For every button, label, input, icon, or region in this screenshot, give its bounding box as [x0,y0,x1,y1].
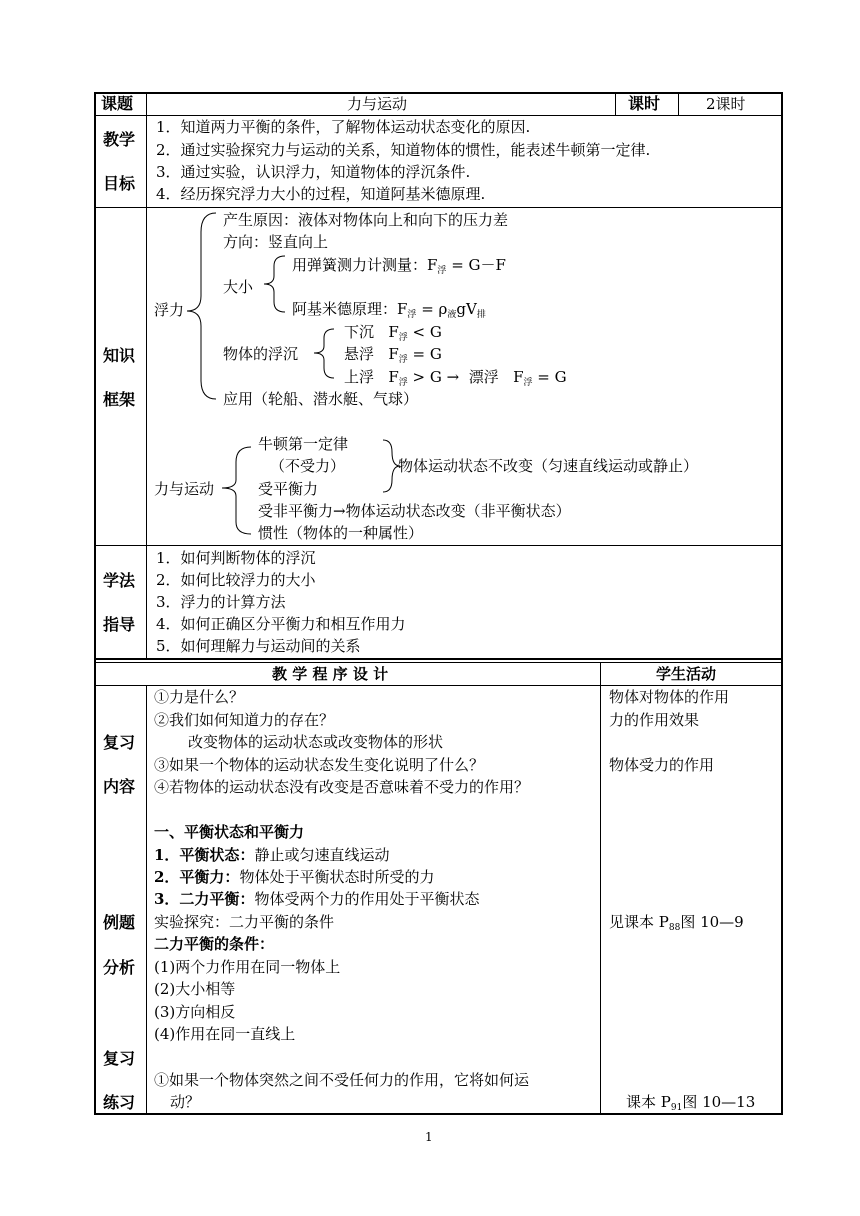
goal-item: 2．通过实验探究力与运动的关系，知道物体的惯性，能表述牛顿第一定律. [156,141,651,159]
method-item: 4．如何正确区分平衡力和相互作用力 [156,615,406,633]
label-goals-2: 目标 [103,174,136,193]
brace-size [264,256,285,312]
review-answer: 改变物体的运动状态或改变物体的形状 [188,733,444,751]
review-question: ①力是什么？ [154,688,245,706]
motion-unchanged: 物体运动状态不改变（匀速直线运动或静止） [398,457,699,475]
lesson-period: 2课时 [706,95,746,113]
method-item: 5．如何理解力与运动间的关系 [156,637,361,655]
label-review-1: 复习 [103,733,136,752]
condition-item: (1)两个力作用在同一物体上 [154,958,341,976]
activity-item: 见课本 $P_{88}$图 10—9 [609,913,744,933]
motion-inertia: 惯性（物体的一种属性） [258,524,424,542]
review-question: ③如果一个物体的运动状态发生变化说明了什么？ [154,756,485,774]
design-header: 教 学 程 序 设 计 [272,665,389,683]
review-question: ④若物体的运动状态没有改变是否意味着不受力的作用？ [154,778,530,796]
label-practice-2: 练习 [103,1093,136,1112]
motion-unbalanced: 受非平衡力→物体运动状态改变（非平衡状态） [258,502,571,520]
buoyancy-root: 浮力 [154,301,185,319]
conditions-title: 二力平衡的条件： [154,935,275,953]
label-period: 课时 [628,94,661,113]
page-number: 1 [425,1130,433,1144]
practice-question-cont: 动？ [170,1093,201,1111]
label-framework-2: 框架 [103,390,136,409]
activity-item: 课本 $P_{91}$图 10—13 [626,1093,756,1113]
condition-suspend: 悬浮 $F_浮 = G$ [344,345,442,365]
motion-root: 力与运动 [154,480,215,498]
buoyancy-size-label: 大小 [223,278,254,296]
label-framework-1: 知识 [103,346,136,365]
review-question: ②我们如何知道力的存在？ [154,711,335,729]
section-heading: 一、平衡状态和平衡力 [154,823,305,841]
condition-item: (4)作用在同一直线上 [154,1025,296,1043]
activity-item: 物体受力的作用 [609,756,715,774]
definition: 2．平衡力：物体处于平衡状态时所受的力 [154,868,435,886]
buoyancy-applications: 应用（轮船、潜水艇、气球） [223,390,419,408]
goal-item: 4．经历探究浮力大小的过程，知道阿基米德原理. [156,185,486,203]
lesson-title: 力与运动 [347,95,408,113]
definition: 3．二力平衡：物体受两个力的作用处于平衡状态 [154,890,480,908]
formula-spring: 用弹簧测力计测量：$F_浮 = G-F$ [292,256,506,276]
motion-no-force: （不受力） [270,457,346,475]
experiment-line: 实验探究：二力平衡的条件 [154,913,335,931]
condition-sink: 下沉 $F_浮 < G$ [344,323,442,343]
condition-item: (2)大小相等 [154,980,236,998]
brace-motion [222,447,251,534]
motion-newton: 牛顿第一定律 [258,435,349,453]
label-example-2: 分析 [103,958,136,977]
float-label: 物体的浮沉 [223,345,299,363]
label-method-1: 学法 [103,571,136,590]
method-item: 1．如何判断物体的浮沉 [156,549,316,567]
label-example-1: 例题 [103,913,136,932]
label-method-2: 指导 [103,615,136,634]
motion-balanced: 受平衡力 [258,480,319,498]
condition-item: (3)方向相反 [154,1003,236,1021]
activity-item: 力的作用效果 [609,711,700,729]
label-goals-1: 教学 [103,130,136,149]
condition-rise: 上浮 $F_浮 > G$ → 漂浮 $F_浮 = G$ [344,368,567,388]
label-topic: 课题 [101,94,134,113]
goal-item: 3．通过实验，认识浮力，知道物体的浮沉条件. [156,163,471,181]
label-review-2: 内容 [103,777,136,796]
definition: 1．平衡状态：静止或匀速直线运动 [154,846,390,864]
practice-question: ①如果一个物体突然之间不受任何力的作用，它将如何运 [154,1071,530,1089]
buoyancy-cause: 产生原因：液体对物体向上和向下的压力差 [223,211,509,229]
brace-buoyancy [187,213,216,399]
method-item: 3．浮力的计算方法 [156,593,286,611]
activity-header: 学生活动 [656,665,717,683]
goal-item: 1．知道两力平衡的条件，了解物体运动状态变化的原因. [156,118,531,136]
activity-item: 物体对物体的作用 [609,688,730,706]
method-item: 2．如何比较浮力的大小 [156,571,316,589]
brace-float [314,329,334,378]
buoyancy-direction: 方向：竖直向上 [223,233,329,251]
formula-archimedes: 阿基米德原理：$F_浮 = \rho_液gV_排$ [292,300,486,320]
label-practice-1: 复习 [103,1049,136,1068]
